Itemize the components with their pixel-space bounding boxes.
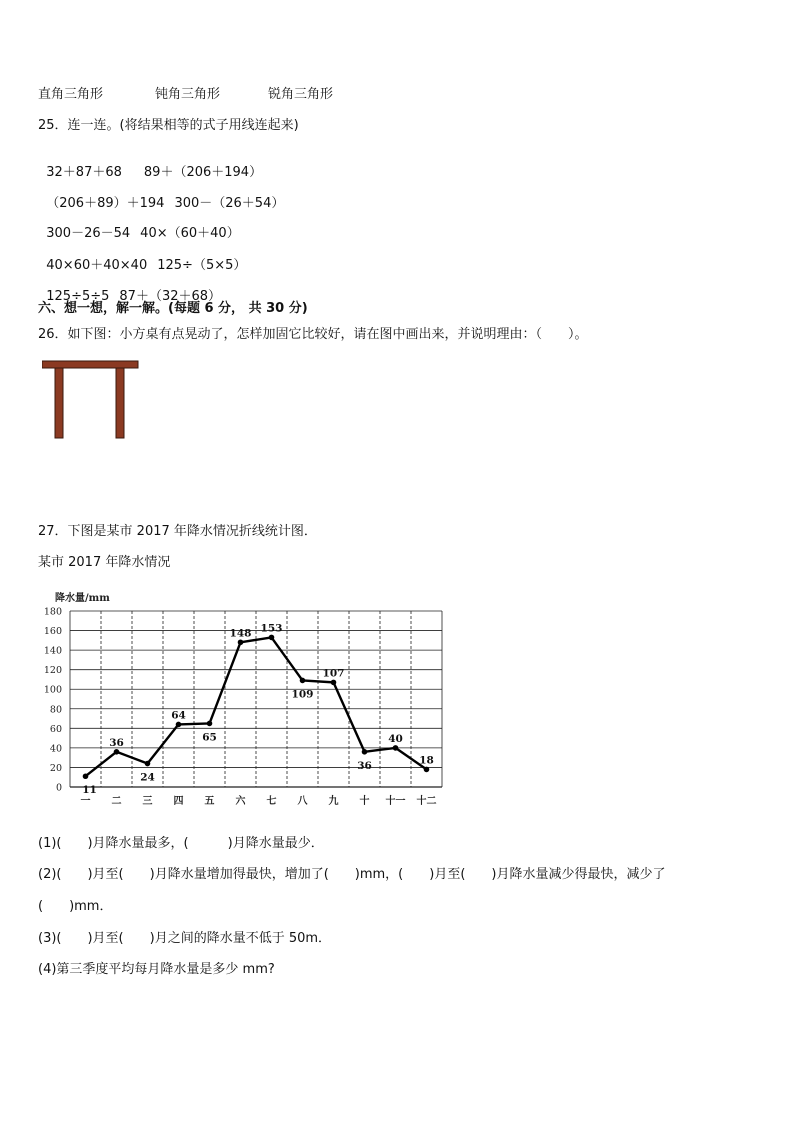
q25-row-3	[38, 207, 240, 241]
y-tick-120: 120	[43, 665, 62, 677]
data-point-8	[300, 678, 306, 684]
q25-left-4: 40×60＋40×40	[46, 258, 148, 273]
data-label-7: 153	[260, 622, 283, 635]
data-point-4	[176, 722, 182, 728]
data-label-9: 107	[322, 667, 345, 680]
triangle-acute: 锐角三角形	[268, 87, 334, 102]
y-axis-label: 降水量/mm	[55, 593, 110, 604]
q25-row-4	[38, 239, 246, 273]
y-tick-80: 80	[49, 704, 62, 716]
q25-right-3: 40×（60＋40）	[140, 226, 240, 241]
data-label-11: 40	[388, 732, 403, 745]
q25-left-3: 300－26－54	[46, 226, 131, 241]
chart-heading: 某市 2017 年降水情况	[38, 555, 171, 570]
chart-grid	[70, 611, 442, 787]
q25-right-4: 125÷（5×5）	[157, 258, 247, 273]
x-tick-3: 三	[142, 796, 153, 807]
triangle-right: 直角三角形	[38, 87, 104, 102]
data-label-8: 109	[291, 688, 314, 701]
y-tick-labels	[44, 607, 62, 794]
q27-sub2a: (2)( )月至( )月降水量增加得最快，增加了( )mm，( )月至( )月降水量减少得最快，减少了	[38, 867, 666, 882]
q27-sub3: (3)( )月至( )月之间的降水量不低于 50m．	[38, 931, 332, 946]
y-tick-160: 160	[43, 626, 62, 638]
data-label-4: 64	[171, 709, 186, 722]
x-tick-labels	[81, 794, 437, 807]
section-6-heading: 六、想一想，解一解。(每题 6 分， 共 30 分)	[38, 301, 308, 316]
data-labels	[82, 622, 434, 796]
q25-right-5: 87＋（32＋68）	[119, 289, 222, 304]
q25-right-1: 89＋（206＋194）	[143, 165, 263, 180]
data-label-12: 18	[419, 754, 434, 767]
x-tick-12: 十二	[416, 796, 437, 807]
q25-right-2: 300－（26＋54）	[174, 196, 285, 211]
table-leg-right	[116, 368, 124, 438]
q27-sub4: (4)第三季度平均每月降水量是多少 mm?	[38, 962, 275, 977]
q27-intro: 27．下图是某市 2017 年降水情况折线统计图．	[38, 524, 317, 539]
data-label-10: 36	[357, 759, 372, 772]
x-tick-6: 六	[235, 796, 246, 807]
data-point-9	[331, 680, 337, 686]
x-tick-1: 一	[80, 796, 91, 807]
data-point-7	[269, 635, 275, 641]
rainfall-line-chart	[30, 585, 450, 815]
x-tick-4: 四	[173, 796, 184, 807]
x-tick-2: 二	[111, 796, 122, 807]
data-label-2: 36	[109, 736, 124, 749]
q27-sub2b: ( )mm．	[38, 899, 113, 914]
data-point-6	[238, 639, 244, 645]
q25-title: 25．连一连。(将结果相等的式子用线连起来)	[38, 118, 299, 133]
data-point-12	[424, 767, 430, 773]
x-tick-10: 十	[359, 796, 370, 807]
data-label-1: 11	[82, 784, 97, 797]
y-tick-20: 20	[49, 762, 62, 774]
data-label-3: 24	[140, 771, 155, 784]
y-tick-40: 40	[49, 743, 62, 755]
y-tick-0: 0	[55, 782, 62, 794]
data-point-3	[145, 761, 151, 767]
table-leg-left	[55, 368, 63, 438]
x-tick-9: 九	[328, 796, 339, 807]
data-label-5: 65	[202, 731, 217, 744]
table-top	[42, 361, 138, 368]
q25-left-5: 125÷5÷5	[46, 289, 110, 304]
q25-row-2	[38, 177, 284, 211]
y-tick-140: 140	[43, 645, 62, 657]
table-illustration	[42, 360, 140, 440]
data-point-11	[393, 745, 399, 751]
x-tick-11: 十一	[385, 796, 406, 807]
data-point-10	[362, 749, 368, 755]
y-tick-180: 180	[43, 606, 62, 618]
q26-text: 26．如下图：小方桌有点晃动了，怎样加固它比较好，请在图中画出来，并说明理由：（ ）。	[38, 327, 588, 342]
data-point-1	[83, 773, 89, 779]
x-tick-7: 七	[266, 796, 277, 807]
triangle-obtuse: 钝角三角形	[155, 87, 221, 102]
x-tick-8: 八	[297, 796, 308, 807]
y-tick-60: 60	[49, 723, 62, 735]
q25-left-2: （206＋89）＋194	[46, 196, 165, 211]
y-tick-100: 100	[43, 684, 62, 696]
q27-sub1: (1)( )月降水量最多，( )月降水量最少．	[38, 836, 324, 851]
data-point-2	[114, 749, 120, 755]
q25-left-1: 32＋87＋68	[46, 165, 122, 180]
x-tick-5: 五	[204, 796, 215, 807]
q25-row-1	[38, 146, 262, 180]
data-label-6: 148	[229, 627, 252, 640]
data-point-5	[207, 721, 213, 727]
